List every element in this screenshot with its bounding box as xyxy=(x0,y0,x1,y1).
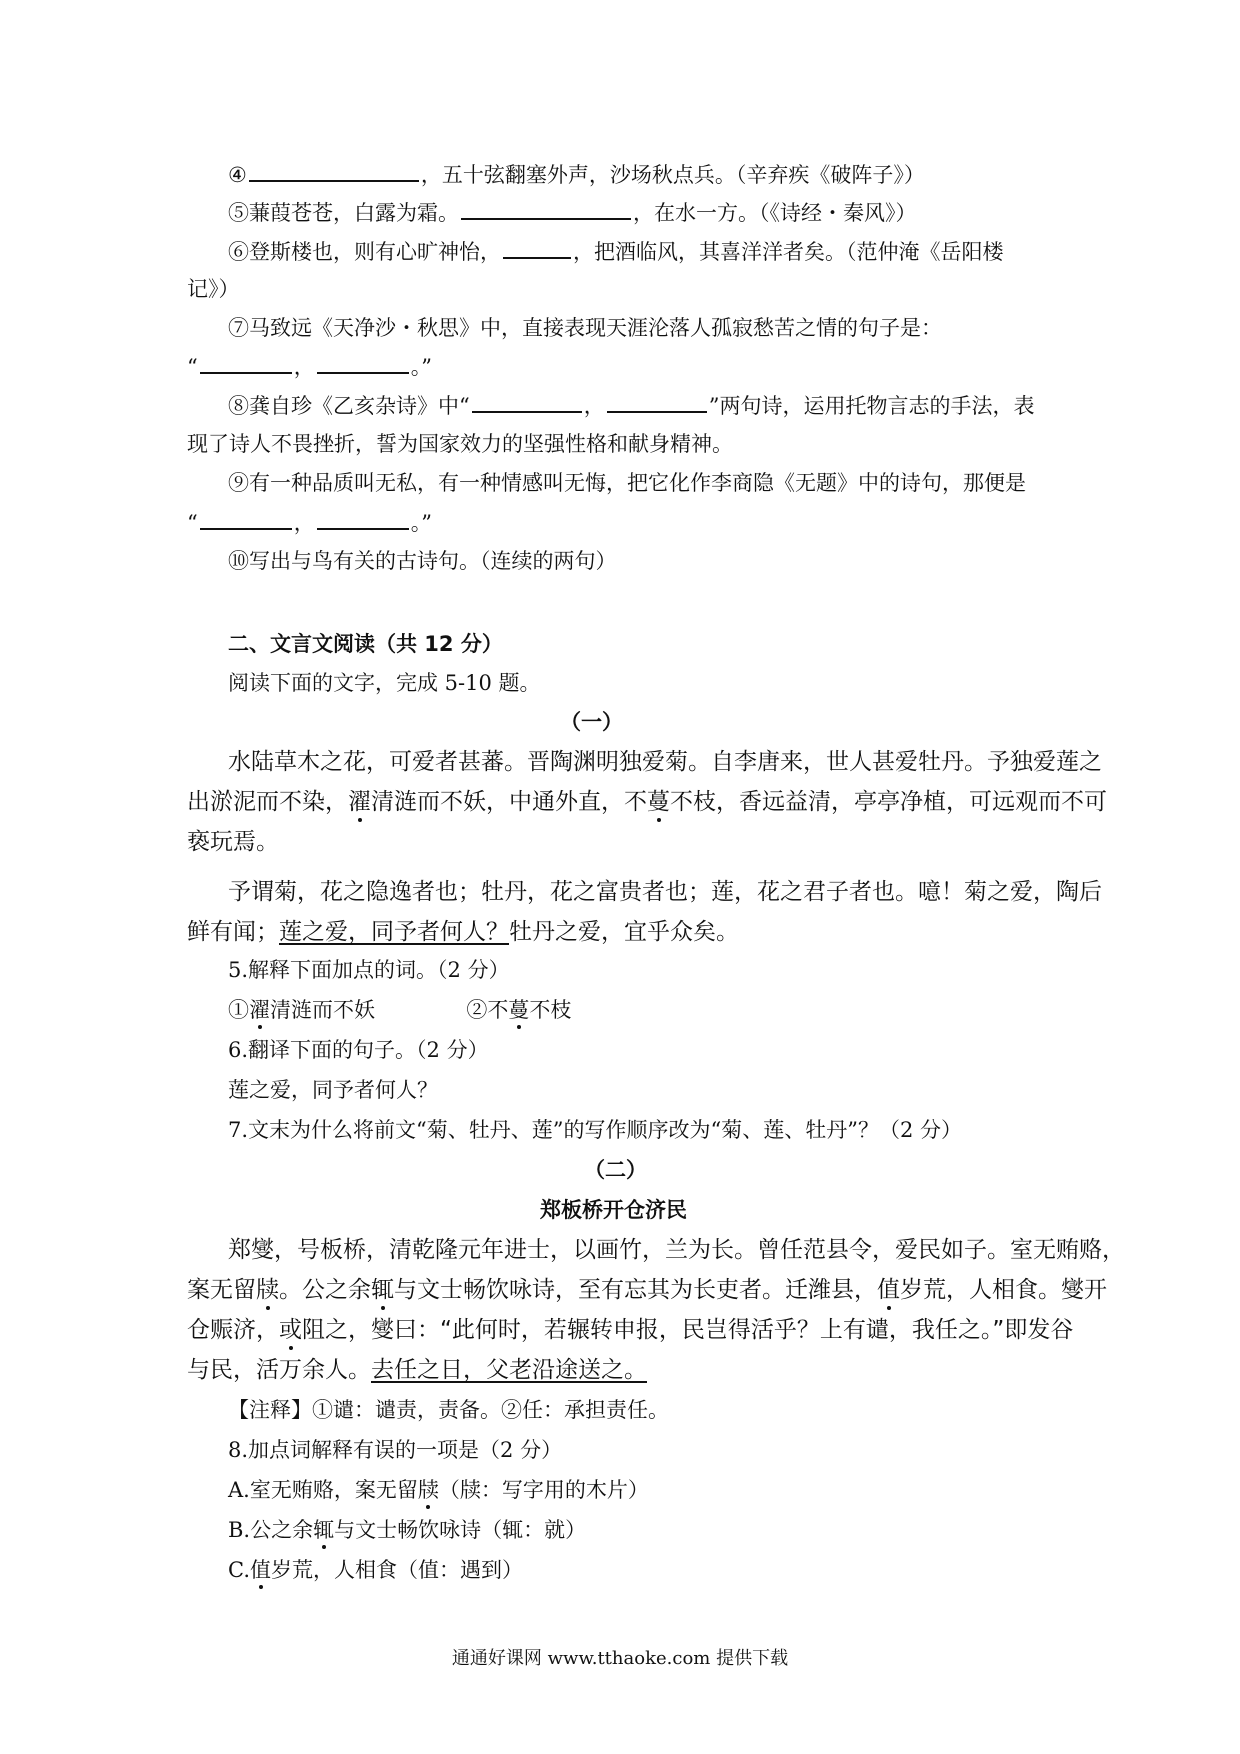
question-9-line xyxy=(228,469,1240,497)
dotted-word: 牍 xyxy=(256,1277,279,1303)
answer-blank[interactable] xyxy=(249,160,419,182)
question-6: 6.翻译下面的句子。（2 分） xyxy=(228,1038,489,1062)
close-quote: 。” xyxy=(410,511,432,535)
dotted-word: 辄 xyxy=(313,1518,335,1542)
passage-2-line-2 xyxy=(187,1276,1240,1304)
question-7-blanks xyxy=(187,352,1240,381)
q5-text-a: ⑤蒹葭苍苍，白露为霜。 xyxy=(228,201,459,225)
q9-text: ⑨有一种品质叫无私，有一种情感叫无悔，把它化作李商隐《无题》中的诗句，那便是 xyxy=(228,471,1026,495)
q10-text: ⑩写出与鸟有关的古诗句。（连续的两句） xyxy=(228,549,617,573)
question-5-line xyxy=(228,198,1240,227)
answer-blank[interactable] xyxy=(461,198,631,220)
question-6-sentence: 莲之爱，同予者何人？ xyxy=(228,1078,438,1102)
underlined-sentence: 去任之日，父老沿途送之。 xyxy=(371,1357,647,1383)
text: ① xyxy=(228,998,249,1022)
dotted-word: 或 xyxy=(279,1317,302,1343)
part-1-label: （一） xyxy=(560,709,623,734)
passage-2-line-1: 郑燮，号板桥，清乾隆元年进士，以画竹，兰为长。曾任范县令，爱民如子。室无贿赂， xyxy=(228,1237,1125,1263)
answer-blank[interactable] xyxy=(317,352,409,374)
dotted-word: 蔓 xyxy=(647,789,670,815)
text: 鲜有闻； xyxy=(187,919,279,945)
q8-text-b: ”两句诗，运用托物言志的手法，表 xyxy=(708,394,1035,418)
question-8: 8.加点词解释有误的一项是（2 分） xyxy=(228,1438,563,1462)
q8-text-c: 现了诗人不畏挫折，誓为国家效力的坚强性格和献身精神。 xyxy=(187,432,733,456)
dotted-word: 牍 xyxy=(417,1478,439,1502)
text: 阻之，燮曰：“此何时，若辗转申报，民岂得活乎？上有谴，我任之。”即发谷 xyxy=(302,1317,1074,1343)
option-c[interactable] xyxy=(228,1556,1240,1584)
passage-1-para-2-line-1: 予谓菊，花之隐逸者也；牡丹，花之富贵者也；莲，花之君子者也。噫！菊之爱，陶后 xyxy=(228,879,1102,905)
question-10-line xyxy=(228,547,1240,575)
answer-blank[interactable] xyxy=(200,352,292,374)
dotted-word: 蔓 xyxy=(508,998,530,1022)
comma: ， xyxy=(293,511,315,535)
text: 牡丹之爱，宜乎众矣。 xyxy=(509,919,739,945)
text: 岁荒，人相食。燮开 xyxy=(900,1277,1107,1303)
dotted-word: 辄 xyxy=(371,1277,394,1303)
q4-text: ，五十弦翻塞外声，沙场秋点兵。（辛弃疾《破阵子》） xyxy=(420,163,925,187)
dotted-word: 濯 xyxy=(249,998,270,1022)
q6-text-b: ，把酒临风，其喜洋洋者矣。（范仲淹《岳阳楼 xyxy=(573,240,1004,264)
dotted-word: 值 xyxy=(877,1277,900,1303)
passage-2-line-3 xyxy=(187,1316,1240,1344)
text: 不枝 xyxy=(529,998,572,1022)
dotted-word: 值 xyxy=(250,1558,271,1582)
section-2-title: 二、文言文阅读（共 12 分） xyxy=(228,632,503,656)
text: 清涟而不妖 xyxy=(270,998,375,1022)
question-4-line xyxy=(228,160,1240,189)
part-2-title: 郑板桥开仓济民 xyxy=(540,1197,687,1222)
q8-text-a: ⑧龚自珍《乙亥杂诗》中“ xyxy=(228,394,470,418)
option-b[interactable] xyxy=(228,1516,1240,1544)
text: 岁荒，人相食（值：遇到） xyxy=(271,1558,523,1582)
text: A.室无贿赂，案无留 xyxy=(228,1478,418,1502)
passage-1-para-2-line-2 xyxy=(187,918,1240,946)
answer-blank[interactable] xyxy=(607,391,707,413)
close-quote: 。” xyxy=(410,355,432,379)
q4-number: ④ xyxy=(228,163,247,187)
answer-blank[interactable] xyxy=(472,391,582,413)
text: 。公之余 xyxy=(279,1277,371,1303)
text: 出淤泥而不染， xyxy=(187,789,348,815)
section-2-intro: 阅读下面的文字，完成 5-10 题。 xyxy=(228,671,541,695)
text: 与文士畅饮咏诗（辄：就） xyxy=(334,1518,587,1542)
passage-1-line-3: 亵玩焉。 xyxy=(187,829,279,855)
question-5-options xyxy=(228,996,1240,1024)
text: 案无留 xyxy=(187,1277,256,1303)
page-footer: 通通好课网 www.tthaoke.com 提供下载 xyxy=(451,1648,789,1669)
comma: ， xyxy=(583,394,605,418)
question-6-line xyxy=(228,237,1240,266)
part-2-label: （二） xyxy=(584,1157,647,1182)
text: B.公之余 xyxy=(228,1518,314,1542)
text: 不枝，香远益清，亭亭净植，可远观而不可 xyxy=(670,789,1107,815)
question-8-line xyxy=(228,391,1240,420)
text: （牍：写字用的木片） xyxy=(438,1478,649,1502)
q6-text-a: ⑥登斯楼也，则有心旷神怡， xyxy=(228,240,501,264)
option-a[interactable] xyxy=(228,1476,1240,1504)
text: 与文士畅饮咏诗，至有忘其为长吏者。迁潍县， xyxy=(394,1277,877,1303)
text: 仓赈济， xyxy=(187,1317,279,1343)
answer-blank[interactable] xyxy=(503,237,571,259)
q6-text-c: 记》） xyxy=(187,277,240,301)
question-6-line-2 xyxy=(187,275,1240,303)
text: ②不 xyxy=(466,998,509,1022)
underlined-sentence: 莲之爱，同予者何人？ xyxy=(279,919,509,945)
answer-blank[interactable] xyxy=(317,508,409,530)
question-7: 7.文末为什么将前文“菊、牡丹、莲”的写作顺序改为“菊、莲、牡丹”？（2 分） xyxy=(228,1118,963,1142)
dotted-word: 濯 xyxy=(348,789,371,815)
text: C. xyxy=(228,1558,250,1582)
q5-text-b: ，在水一方。（《诗经・秦风》） xyxy=(633,201,917,225)
passage-1-line-1: 水陆草木之花，可爱者甚蕃。晋陶渊明独爱菊。自李唐来，世人甚爱牡丹。予独爱莲之 xyxy=(228,749,1102,775)
question-9-blanks xyxy=(187,508,1240,537)
comma: ， xyxy=(293,355,315,379)
q7-text: ⑦马致远《天净沙・秋思》中，直接表现天涯沦落人孤寂愁苦之情的句子是： xyxy=(228,316,942,340)
annotation-note: 【注释】①谴：谴责，责备。②任：承担责任。 xyxy=(228,1398,669,1422)
question-5: 5.解释下面加点的词。（2 分） xyxy=(228,958,510,982)
answer-blank[interactable] xyxy=(200,508,292,530)
question-7-line xyxy=(228,314,1240,342)
open-quote: “ xyxy=(187,511,198,535)
question-8-line-2 xyxy=(187,430,1240,458)
passage-2-line-4 xyxy=(187,1356,1240,1384)
text: 清涟而不妖，中通外直，不 xyxy=(371,789,647,815)
passage-1-line-2 xyxy=(187,788,1240,816)
open-quote: “ xyxy=(187,355,198,379)
text: 与民，活万余人。 xyxy=(187,1357,371,1383)
